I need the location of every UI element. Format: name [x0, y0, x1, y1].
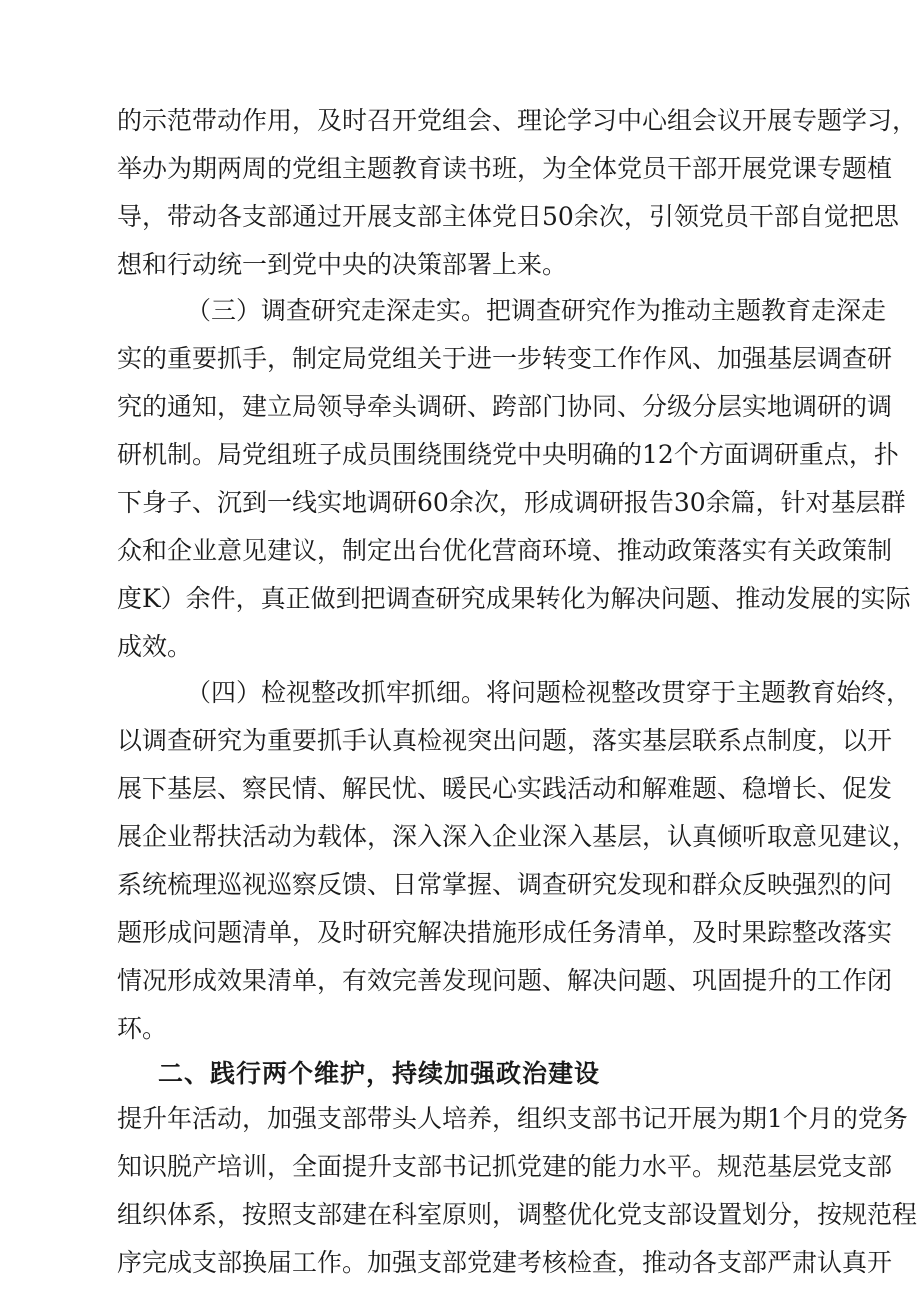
- paragraph-line: 实的重要抓手，制定局党组关于进一步转变工作作风、加强基层调查研: [117, 344, 893, 373]
- paragraph-line: 众和企业意见建议，制定出台优化营商环境、推动政策落实有关政策制: [117, 536, 893, 565]
- paragraph-line: 情况形成效果清单，有效完善发现问题、解决问题、巩固提升的工作闭: [117, 966, 893, 995]
- paragraph-line: 环。: [117, 1014, 168, 1043]
- paragraph-line: 知识脱产培训，全面提升支部书记抓党建的能力水平。规范基层党支部: [117, 1152, 893, 1181]
- paragraph-line: 究的通知，建立局领导牵头调研、跨部门协同、分级分层实地调研的调: [117, 392, 893, 421]
- paragraph-line: 成效。: [117, 632, 193, 661]
- paragraph-line: 序完成支部换届工作。加强支部党建考核检查，推动各支部严肃认真开: [117, 1248, 893, 1277]
- paragraph-line: 的示范带动作用，及时召开党组会、理论学习中心组会议开展专题学习，: [117, 106, 918, 135]
- paragraph-line: 系统梳理巡视巡察反馈、日常掌握、调查研究发现和群众反映强烈的问: [117, 870, 893, 899]
- paragraph-line: 以调查研究为重要抓手认真检视突出问题，落实基层联系点制度，以开: [117, 726, 893, 755]
- paragraph-line: 提升年活动，加强支部带头人培养，组织支部书记开展为期1个月的党务: [117, 1104, 908, 1133]
- paragraph-line: 展下基层、察民情、解民忧、暖民心实践活动和解难题、稳增长、促发: [117, 774, 893, 803]
- paragraph-line: 导，带动各支部通过开展支部主体党日50余次，引领党员干部自觉把思: [117, 202, 899, 231]
- paragraph-line: 研机制。局党组班子成员围绕围绕党中央明确的12个方面调研重点，扑: [117, 440, 899, 469]
- paragraph-line: （三）调查研究走深走实。把调查研究作为推动主题教育走深走: [186, 296, 887, 325]
- paragraph-line: 下身子、沉到一线实地调研60余次，形成调研报告30余篇，针对基层群: [117, 488, 906, 517]
- paragraph-line: 度K）余件，真正做到把调查研究成果转化为解决问题、推动发展的实际: [117, 584, 911, 613]
- paragraph-line: 题形成问题清单，及时研究解决措施形成任务清单，及时果踪整改落实: [117, 918, 893, 947]
- section-heading: 二、践行两个维护，持续加强政治建设: [158, 1059, 601, 1088]
- paragraph-line: 组织体系，按照支部建在科室原则，调整优化党支部设置划分，按规范程: [117, 1200, 918, 1229]
- paragraph-line: 展企业帮扶活动为载体，深入深入企业深入基层，认真倾听取意见建议，: [117, 822, 918, 851]
- paragraph-line: 举办为期两周的党组主题教育读书班，为全体党员干部开展党课专题植: [117, 154, 893, 183]
- paragraph-line: 想和行动统一到党中央的决策部署上来。: [117, 250, 568, 279]
- paragraph-line: （四）检视整改抓牢抓细。将问题检视整改贯穿于主题教育始终，: [186, 678, 912, 707]
